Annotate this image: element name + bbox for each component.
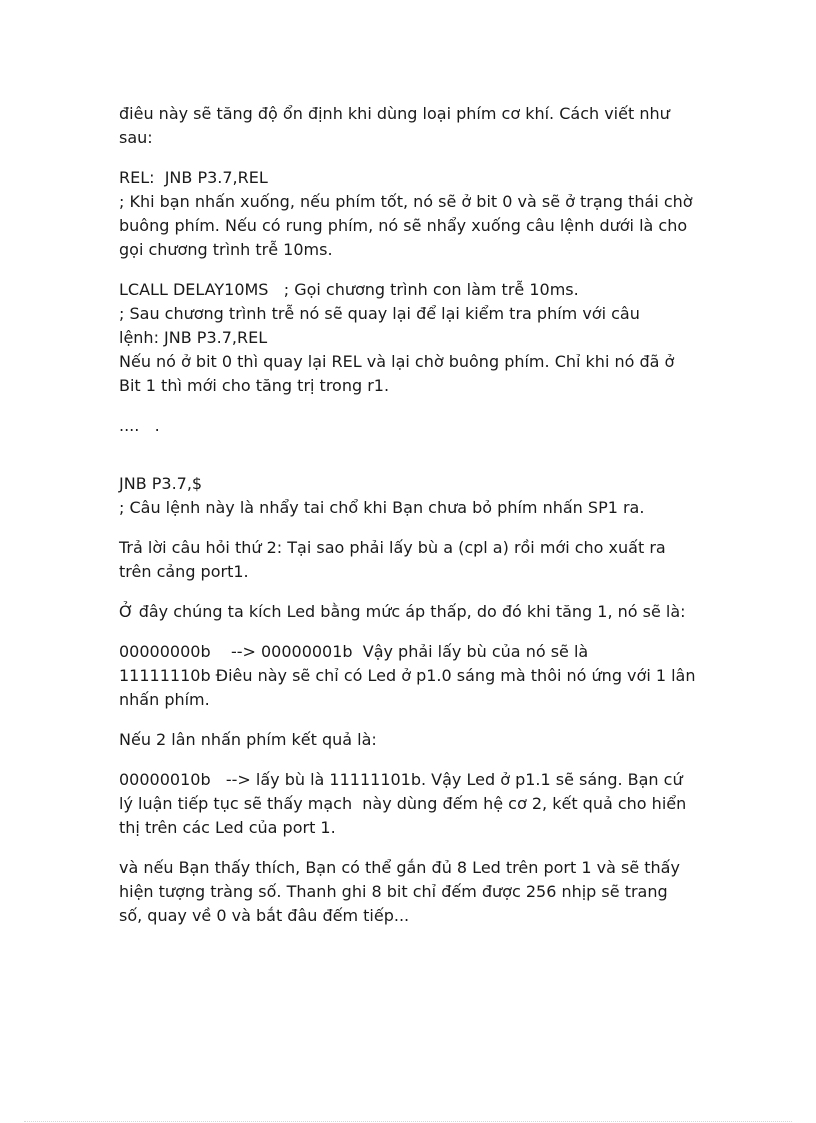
page-bottom-divider: [24, 1121, 792, 1122]
text-line: ; Sau chương trình trễ nó sẽ quay lại để lại kiểm tra phím với câu: [119, 304, 640, 323]
paragraph-question-2: [119, 536, 697, 584]
code-line: LCALL DELAY10MS ; Gọi chương trình con làm trễ 10ms.: [119, 280, 579, 299]
paragraph-binary-1: [119, 640, 697, 712]
text-line: buông phím. Nếu có rung phím, nó sẽ nhẩy xuống câu lệnh dưới là cho: [119, 216, 688, 235]
code-line: JNB P3.7,$: [119, 474, 203, 493]
text-line: số, quay về 0 và bắt đâu đếm tiếp...: [119, 906, 410, 925]
text-line: Bit 1 thì mới cho tăng trị trong r1.: [119, 376, 390, 395]
text-line: gọi chương trình trễ 10ms.: [119, 240, 333, 259]
text-line: Trả lời câu hỏi thứ 2: Tại sao phải lấy bù a (cpl a) rồi mới cho xuất ra: [119, 538, 666, 557]
text-line: ; Câu lệnh này là nhẩy tai chổ khi Bạn chưa bỏ phím nhấn SP1 ra.: [119, 498, 645, 517]
paragraph-led-low: [119, 600, 697, 624]
text-line: hiện tượng tràng số. Thanh ghi 8 bit chỉ đếm được 256 nhịp sẽ trang: [119, 882, 668, 901]
text-line: 00000010b --> lấy bù là 11111101b. Vậy Led ở p1.1 sẽ sáng. Bạn cứ: [119, 770, 683, 789]
paragraph-ellipsis: [119, 414, 697, 438]
text-line: 00000000b --> 00000001b Vậy phải lấy bù của nó sẽ là: [119, 642, 589, 661]
text-line: và nếu Bạn thấy thích, Bạn có thể gắn đủ 8 Led trên port 1 và sẽ thấy: [119, 858, 680, 877]
document-body: [119, 102, 697, 944]
text-line: trên cảng port1.: [119, 562, 249, 581]
text-line: lệnh: JNB P3.7,REL: [119, 328, 268, 347]
text-line: sau:: [119, 128, 153, 147]
text-line: Ở đây chúng ta kích Led bằng mức áp thấp, do đó khi tăng 1, nó sẽ là:: [119, 602, 686, 621]
paragraph-jnb: [119, 472, 697, 520]
text-line: .... .: [119, 416, 160, 435]
text-line: điêu này sẽ tăng độ ổn định khi dùng loại phím cơ khí. Cách viết như: [119, 104, 670, 123]
paragraph-lcall: [119, 278, 697, 398]
paragraph-binary-2: [119, 768, 697, 840]
paragraph-two-presses: [119, 728, 697, 752]
text-line: lý luận tiếp tục sẽ thấy mạch này dùng đếm hệ cơ 2, kết quả cho hiển: [119, 794, 687, 813]
paragraph-intro: [119, 102, 697, 150]
text-line: thị trên các Led của port 1.: [119, 818, 336, 837]
text-line: ; Khi bạn nhấn xuống, nếu phím tốt, nó sẽ ở bit 0 và sẽ ở trạng thái chờ: [119, 192, 693, 211]
paragraph-eight-leds: [119, 856, 697, 928]
text-line: Nếu nó ở bit 0 thì quay lại REL và lại chờ buông phím. Chỉ khi nó đã ở: [119, 352, 675, 371]
text-line: Nếu 2 lân nhấn phím kết quả là:: [119, 730, 377, 749]
text-line: 11111110b Điêu này sẽ chỉ có Led ở p1.0 sáng mà thôi nó ứng với 1 lân: [119, 666, 696, 685]
paragraph-rel-code: [119, 166, 697, 262]
text-line: nhấn phím.: [119, 690, 210, 709]
code-line: REL: JNB P3.7,REL: [119, 168, 268, 187]
